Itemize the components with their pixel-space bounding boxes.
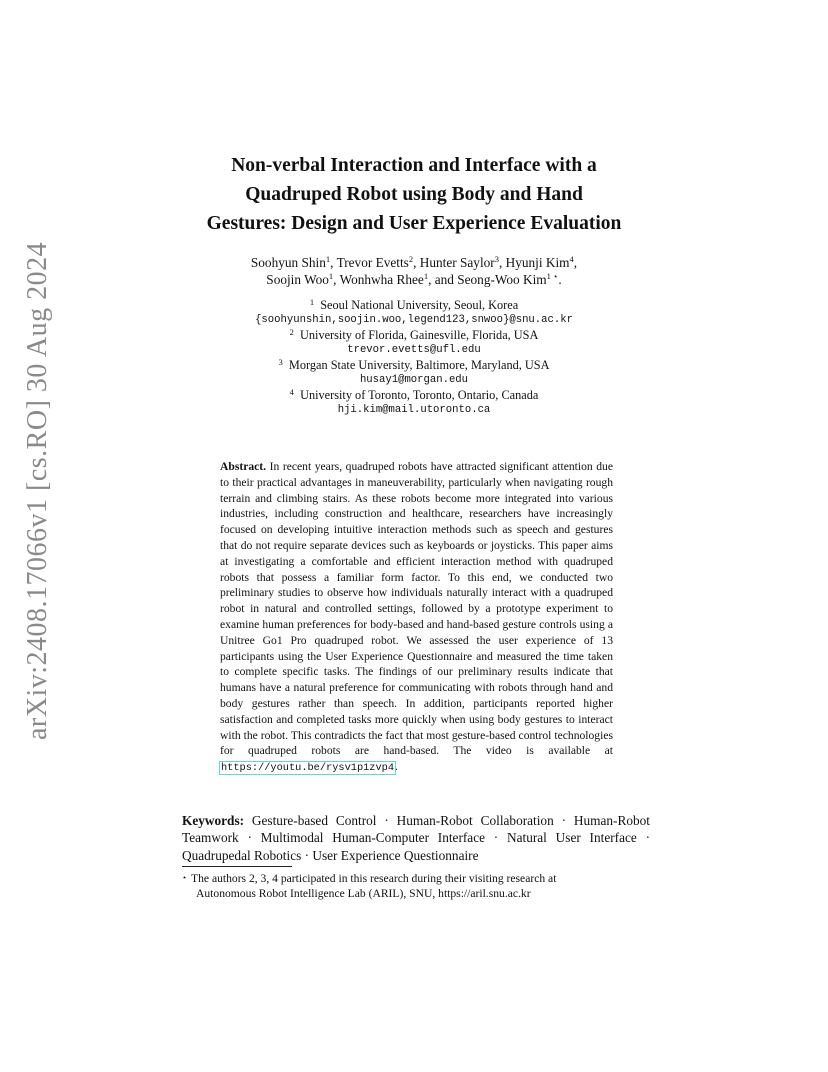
author-sup: 4 — [569, 254, 574, 264]
author-sep: , — [573, 255, 578, 270]
affiliation-email: hji.kim@mail.utoronto.ca — [337, 404, 491, 416]
author-sup: 1 ⋆ — [546, 271, 559, 281]
affiliation — [140, 298, 688, 313]
affiliations — [140, 298, 688, 418]
author-sep: . — [558, 272, 562, 287]
paper-title — [140, 151, 688, 238]
abstract — [220, 459, 613, 777]
author-sep: , — [333, 272, 340, 287]
keywords-label: Keywords: — [182, 813, 245, 828]
keywords — [182, 812, 650, 864]
title-line: Gestures: Design and User Experience Evaluation — [206, 213, 622, 234]
affiliation — [140, 388, 688, 403]
affiliation-number: 3 — [278, 357, 283, 367]
author-sup: 1 — [423, 271, 429, 281]
author-sup: 3 — [494, 254, 499, 264]
author-name: Trevor Evetts — [336, 255, 409, 270]
author-list — [140, 254, 688, 288]
affiliation — [140, 328, 688, 343]
author-line — [140, 271, 688, 288]
author-sep: , — [413, 255, 420, 270]
abstract-text: In recent years, quadruped robots have attracted significant attention due to their practical advantages in maneuverability, particularly when navigating rough terrain and climbing stairs. As these robots become more integrated into various industries, including construction and healthcare, researchers have increasingly focused on developing intuitive interaction methods such as speech and gestures that do not require separate devices such as keyboards or joysticks. This paper aims at investigating a comfortable and efficient interaction method with quadruped robots that possess a familiar form factor. To this end, we conducted two preliminary studies to observe how individuals naturally interact with a quadruped robot in natural and controlled settings, followed by a prototype experiment to examine human preferences for body-based and hand-based gesture controls using a Unitree Go1 Pro quadruped robot. We assessed the user experience of 13 participants using the User Experience Questionnaire and measured the time taken to complete specific tasks. The findings of our preliminary results indicate that humans have a natural preference for communicating with robots through hand and body gestures rather than speech. In addition, participants reported higher satisfaction and completed tasks more quickly when using body gestures to interact with the robot. This contradicts the fact that most gesture-based control technologies for quadruped robots are hand-based. The video is available at — [220, 460, 614, 758]
video-link[interactable]: https://youtu.be/rysv1p1zvp4 — [221, 762, 395, 775]
affiliation-email: trevor.evetts@ufl.edu — [347, 344, 481, 356]
footnote — [182, 871, 652, 901]
title-line: Non-verbal Interaction and Interface with a — [231, 155, 597, 176]
author-sup: 1 — [328, 271, 334, 281]
footnote-mark: ⋆ — [182, 873, 188, 882]
author-name: Seong-Woo Kim — [457, 272, 547, 287]
affiliation-name: University of Toronto, Toronto, Ontario, Canada — [300, 388, 539, 402]
author-name: Hunter Saylor — [419, 255, 495, 270]
affiliation-number: 1 — [309, 297, 315, 307]
affiliation-email: {soohyunshin,soojin.woo,legend123,snwoo}@snu.ac.kr — [255, 314, 573, 326]
title-line: Quadruped Robot using Body and Hand — [245, 184, 583, 205]
footnote-rule — [182, 866, 292, 867]
affiliation-name: Morgan State University, Baltimore, Maryland, USA — [288, 358, 550, 372]
author-name: Soojin Woo — [266, 272, 329, 287]
author-line — [140, 254, 688, 271]
author-sep: , — [330, 255, 337, 270]
affiliation-number: 2 — [289, 327, 294, 337]
author-sep: , — [498, 255, 506, 270]
footnote-text: The authors 2, 3, 4 participated in this research during their visiting research at — [191, 872, 557, 885]
author-sup: 2 — [408, 254, 414, 264]
affiliation-name: University of Florida, Gainesville, Florida, USA — [300, 328, 539, 342]
keywords-text: Gesture-based Control · Human-Robot Collaboration · Human-Robot Teamwork · Multimodal Human-Computer Interface · Natural User Interface · Quadrupedal Robotics · User Experience Questionnaire — [182, 813, 650, 863]
author-name: Hyunji Kim — [505, 255, 570, 270]
affiliation-number: 4 — [289, 387, 294, 397]
abstract-label: Abstract. — [220, 460, 267, 473]
affiliation-email: husay1@morgan.edu — [359, 374, 469, 386]
footnote-line: Autonomous Robot Intelligence Lab (ARIL), SNU, https://aril.snu.ac.kr — [196, 887, 531, 900]
affiliation-name: Seoul National University, Seoul, Korea — [320, 298, 519, 312]
affiliation — [140, 358, 688, 373]
author-name: Wonhwha Rhee — [339, 272, 424, 287]
arxiv-identifier: arXiv:2408.17066v1 [cs.RO] 30 Aug 2024 — [22, 241, 53, 740]
abstract-end: . — [395, 760, 398, 774]
author-sep: , and — [428, 272, 458, 287]
footnote-line — [182, 871, 652, 886]
author-name: Soohyun Shin — [250, 255, 326, 270]
author-sup: 1 — [325, 254, 331, 264]
